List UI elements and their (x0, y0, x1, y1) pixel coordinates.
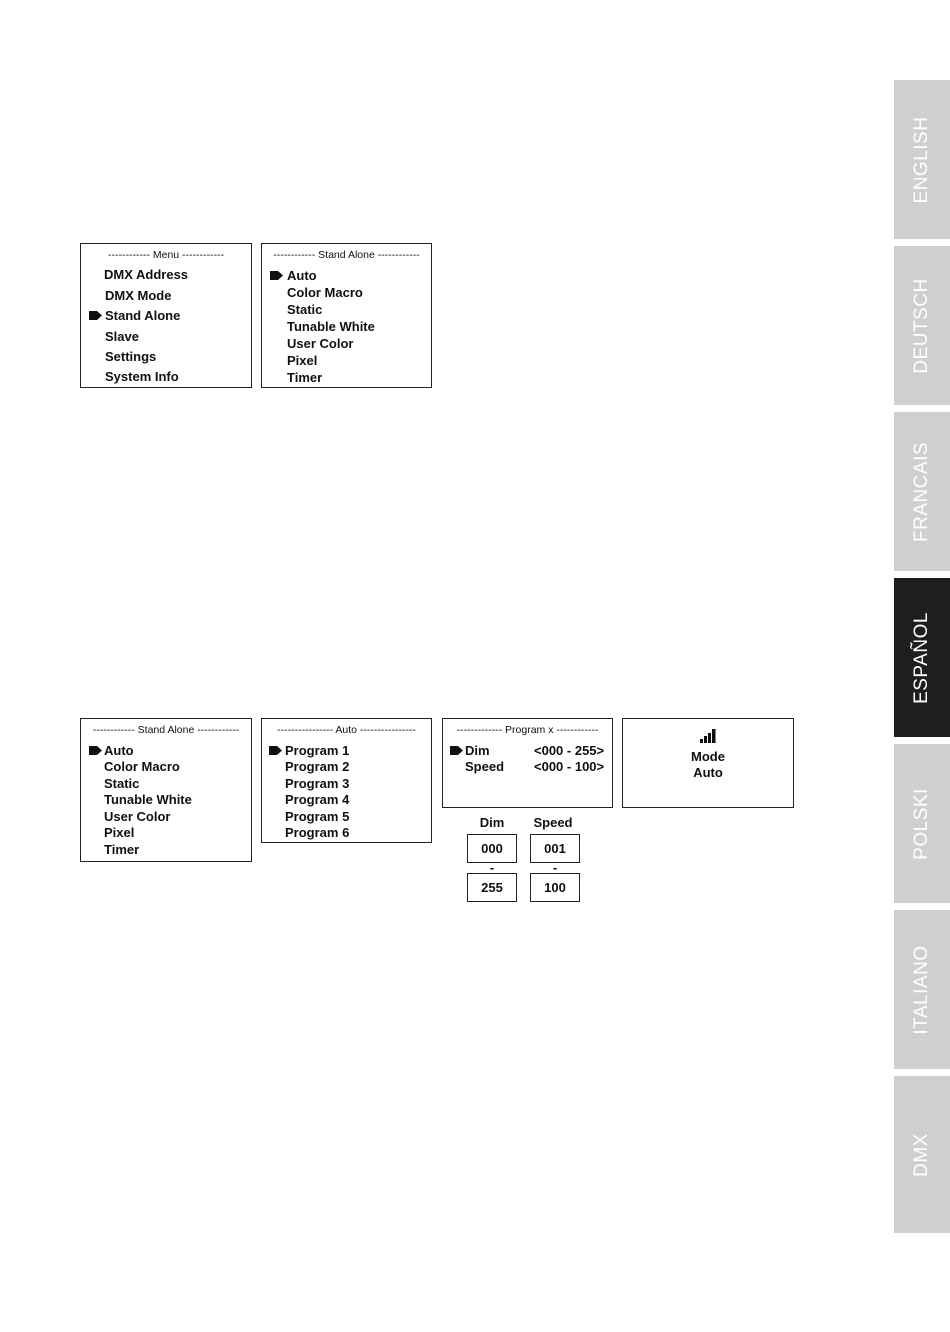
selection-arrow-icon (89, 311, 102, 320)
stand-alone-screen-title: ------------ Stand Alone ------------ (92, 724, 240, 736)
selection-arrow-icon (269, 746, 282, 755)
selection-arrow-icon (89, 746, 102, 755)
selection-arrow-icon (270, 271, 283, 280)
language-tab-label: FRANCAIS (911, 441, 932, 542)
language-tab-polski[interactable] (894, 744, 950, 903)
menu-item-system-info[interactable]: System Info (105, 369, 179, 384)
menu-item-stand-alone[interactable]: Stand Alone (105, 308, 181, 323)
stand-alone-item-pixel[interactable]: Pixel (104, 825, 135, 840)
stand-alone-item-static[interactable]: Static (287, 302, 323, 317)
stand-alone-item-timer[interactable]: Timer (287, 370, 323, 385)
menu-item-dmx-address[interactable]: DMX Address (104, 267, 189, 282)
language-tab-label: ITALIANO (911, 944, 932, 1035)
dim-range-separator: - (489, 860, 495, 875)
menu-item-slave[interactable]: Slave (105, 329, 139, 344)
stand-alone-item-auto[interactable]: Auto (104, 743, 134, 758)
stand-alone-item-tunable-white[interactable]: Tunable White (287, 319, 375, 334)
language-tab-espanol[interactable] (894, 578, 950, 737)
menu-screen-title: ------------ Menu ------------ (107, 249, 225, 261)
program-x-screen (442, 718, 613, 808)
auto-item-program-4[interactable]: Program 4 (285, 792, 350, 807)
menu-screen (80, 243, 252, 388)
program-x-range-speed: <000 - 100> (534, 759, 605, 774)
speed-max-box[interactable]: 100 (530, 873, 580, 902)
language-tab-label: POLSKI (911, 787, 932, 860)
speed-min-box[interactable]: 001 (530, 834, 580, 863)
mode-display-value: Auto (693, 765, 723, 780)
stand-alone-screen (261, 243, 432, 388)
language-tab-label: ESPAÑOL (911, 611, 932, 704)
language-tab-dmx[interactable] (894, 1076, 950, 1233)
mode-display-screen (622, 718, 794, 808)
auto-item-program-6[interactable]: Program 6 (285, 825, 350, 840)
stand-alone-item-timer[interactable]: Timer (104, 842, 140, 857)
program-x-label-speed[interactable]: Speed (465, 759, 505, 774)
stand-alone-item-user-color[interactable]: User Color (104, 809, 171, 824)
auto-screen-title: ---------------- Auto ---------------- (277, 724, 416, 736)
stand-alone-screen-title: ------------ Stand Alone ------------ (273, 249, 420, 261)
menu-item-settings[interactable]: Settings (105, 349, 157, 364)
signal-bars-icon (700, 729, 718, 743)
program-x-screen-title: ------------- Program x ------------ (456, 724, 599, 736)
auto-item-program-2[interactable]: Program 2 (285, 759, 350, 774)
dim-min-box[interactable]: 000 (467, 834, 517, 863)
stand-alone-item-pixel[interactable]: Pixel (287, 353, 318, 368)
speed-range-separator: - (552, 860, 558, 875)
program-x-label-dim[interactable]: Dim (465, 743, 490, 758)
stand-alone-item-color-macro[interactable]: Color Macro (287, 285, 363, 300)
language-tab-english[interactable] (894, 80, 950, 239)
speed-range-caption: Speed (533, 815, 573, 830)
stand-alone-item-static[interactable]: Static (104, 776, 140, 791)
stand-alone-item-color-macro[interactable]: Color Macro (104, 759, 180, 774)
language-tab-label: DMX (911, 1132, 932, 1177)
auto-item-program-3[interactable]: Program 3 (285, 776, 350, 791)
stand-alone-item-tunable-white[interactable]: Tunable White (104, 792, 192, 807)
auto-screen (261, 718, 432, 843)
stand-alone-item-user-color[interactable]: User Color (287, 336, 354, 351)
language-tab-francais[interactable] (894, 412, 950, 571)
dim-range-caption: Dim (479, 815, 505, 830)
dim-max-box[interactable]: 255 (467, 873, 517, 902)
stand-alone-item-auto[interactable]: Auto (287, 268, 317, 283)
language-tab-label: DEUTSCH (911, 277, 932, 374)
stand-alone-screen-2 (80, 718, 252, 862)
auto-item-program-1[interactable]: Program 1 (285, 743, 350, 758)
selection-arrow-icon (450, 746, 463, 755)
program-x-range-dim: <000 - 255> (534, 743, 605, 758)
language-tab-deutsch[interactable] (894, 246, 950, 405)
language-tab-label: ENGLISH (911, 116, 932, 203)
auto-item-program-5[interactable]: Program 5 (285, 809, 350, 824)
menu-item-dmx-mode[interactable]: DMX Mode (105, 288, 172, 303)
mode-display-label: Mode (691, 749, 725, 764)
language-tab-italiano[interactable] (894, 910, 950, 1069)
